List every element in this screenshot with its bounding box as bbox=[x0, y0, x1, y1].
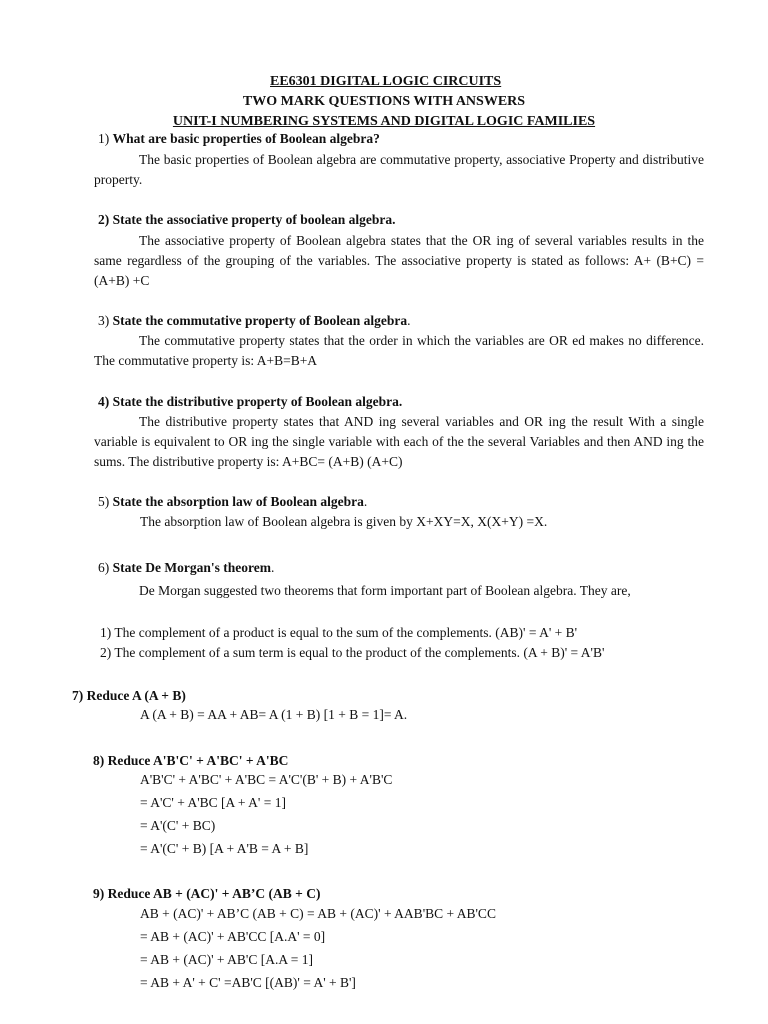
reduction-8-step-2: = A'C' + A'BC [A + A' = 1] bbox=[140, 795, 286, 810]
question-title: What are basic properties of Boolean algebra? bbox=[112, 131, 380, 146]
question-title: State the distributive property of Boolean algebra. bbox=[112, 394, 403, 409]
question-9: 9) Reduce AB + (AC)' + AB’C (AB + C) bbox=[93, 886, 321, 901]
question-3 bbox=[98, 313, 410, 329]
reduction-8-step-4: = A'(C' + B) [A + A'B = A + B] bbox=[140, 841, 309, 856]
unit-title: UNIT-I NUMBERING SYSTEMS AND DIGITAL LOGIC FAMILIES bbox=[172, 114, 596, 129]
question-number: 1) bbox=[98, 131, 110, 146]
question-number: 5) bbox=[98, 494, 110, 509]
question-tail: . bbox=[407, 313, 411, 328]
question-tail: . bbox=[363, 494, 368, 509]
question-title: State the absorption law of Boolean algebra bbox=[112, 494, 364, 509]
question-title: State the associative property of boolean algebra. bbox=[112, 212, 396, 227]
demorgan-theorem-1: 1) The complement of a product is equal to the sum of the complements. (AB)' = A' + B' bbox=[100, 625, 578, 640]
question-number: 4) bbox=[98, 394, 110, 409]
answer-1: The basic properties of Boolean algebra are commutative property, associative Property and distributive property. bbox=[94, 152, 704, 187]
reduction-9-step-2: = AB + (AC)' + AB'CC [A.A' = 0] bbox=[140, 929, 326, 944]
reduction-9-step-4: = AB + A' + C' =AB'C [(AB)' = A' + B'] bbox=[140, 975, 356, 990]
question-5 bbox=[98, 494, 367, 510]
question-2 bbox=[98, 212, 395, 228]
question-tail: . bbox=[270, 560, 275, 575]
question-title: State De Morgan's theorem bbox=[112, 560, 271, 575]
demorgan-theorem-2: 2) The complement of a sum term is equal to the product of the complements. (A + B)' = A'B' bbox=[100, 645, 605, 660]
question-number: 6) bbox=[98, 560, 110, 575]
question-4 bbox=[98, 394, 402, 410]
reduction-9-step-1: AB + (AC)' + AB’C (AB + C) = AB + (AC)' + AAB'BC + AB'CC bbox=[140, 906, 496, 921]
answer-4: The distributive property states that AND ing several variables and OR ing the result With a single variable is equivalent to OR ing the single variable with each of the the several Variables and then AND ing the sums. The distributive property is: A+BC= (A+B) (A+C) bbox=[94, 414, 704, 469]
document-subtitle: TWO MARK QUESTIONS WITH ANSWERS bbox=[242, 94, 526, 109]
question-1 bbox=[98, 131, 380, 147]
question-number: 3) bbox=[98, 313, 110, 328]
answer-6: De Morgan suggested two theorems that form important part of Boolean algebra. They are, bbox=[139, 583, 631, 598]
question-7: 7) Reduce A (A + B) bbox=[72, 688, 186, 703]
course-title: EE6301 DIGITAL LOGIC CIRCUITS bbox=[270, 74, 502, 89]
question-number: 2) bbox=[98, 212, 110, 227]
reduction-9-step-3: = AB + (AC)' + AB'C [A.A = 1] bbox=[140, 952, 313, 967]
question-6 bbox=[98, 560, 274, 576]
reduction-8-step-1: A'B'C' + A'BC' + A'BC = A'C'(B' + B) + A'B'C bbox=[140, 772, 393, 787]
question-8: 8) Reduce A'B'C' + A'BC' + A'BC bbox=[93, 753, 289, 768]
answer-2: The associative property of Boolean algebra states that the OR ing of several variables results in the same regardless of the grouping of the variables. The associative property is stated as follows: A+ (B+C) = (A+B) +C bbox=[94, 233, 704, 288]
reduction-7-step-1: A (A + B) = AA + AB= A (1 + B) [1 + B = 1]= A. bbox=[140, 707, 408, 722]
answer-5: The absorption law of Boolean algebra is given by X+XY=X, X(X+Y) =X. bbox=[140, 514, 548, 529]
reduction-8-step-3: = A'(C' + BC) bbox=[140, 818, 216, 833]
question-title: State the commutative property of Boolean algebra bbox=[112, 313, 408, 328]
answer-3: The commutative property states that the order in which the variables are OR ed makes no difference. The commutative property is: A+B=B+A bbox=[94, 333, 704, 368]
